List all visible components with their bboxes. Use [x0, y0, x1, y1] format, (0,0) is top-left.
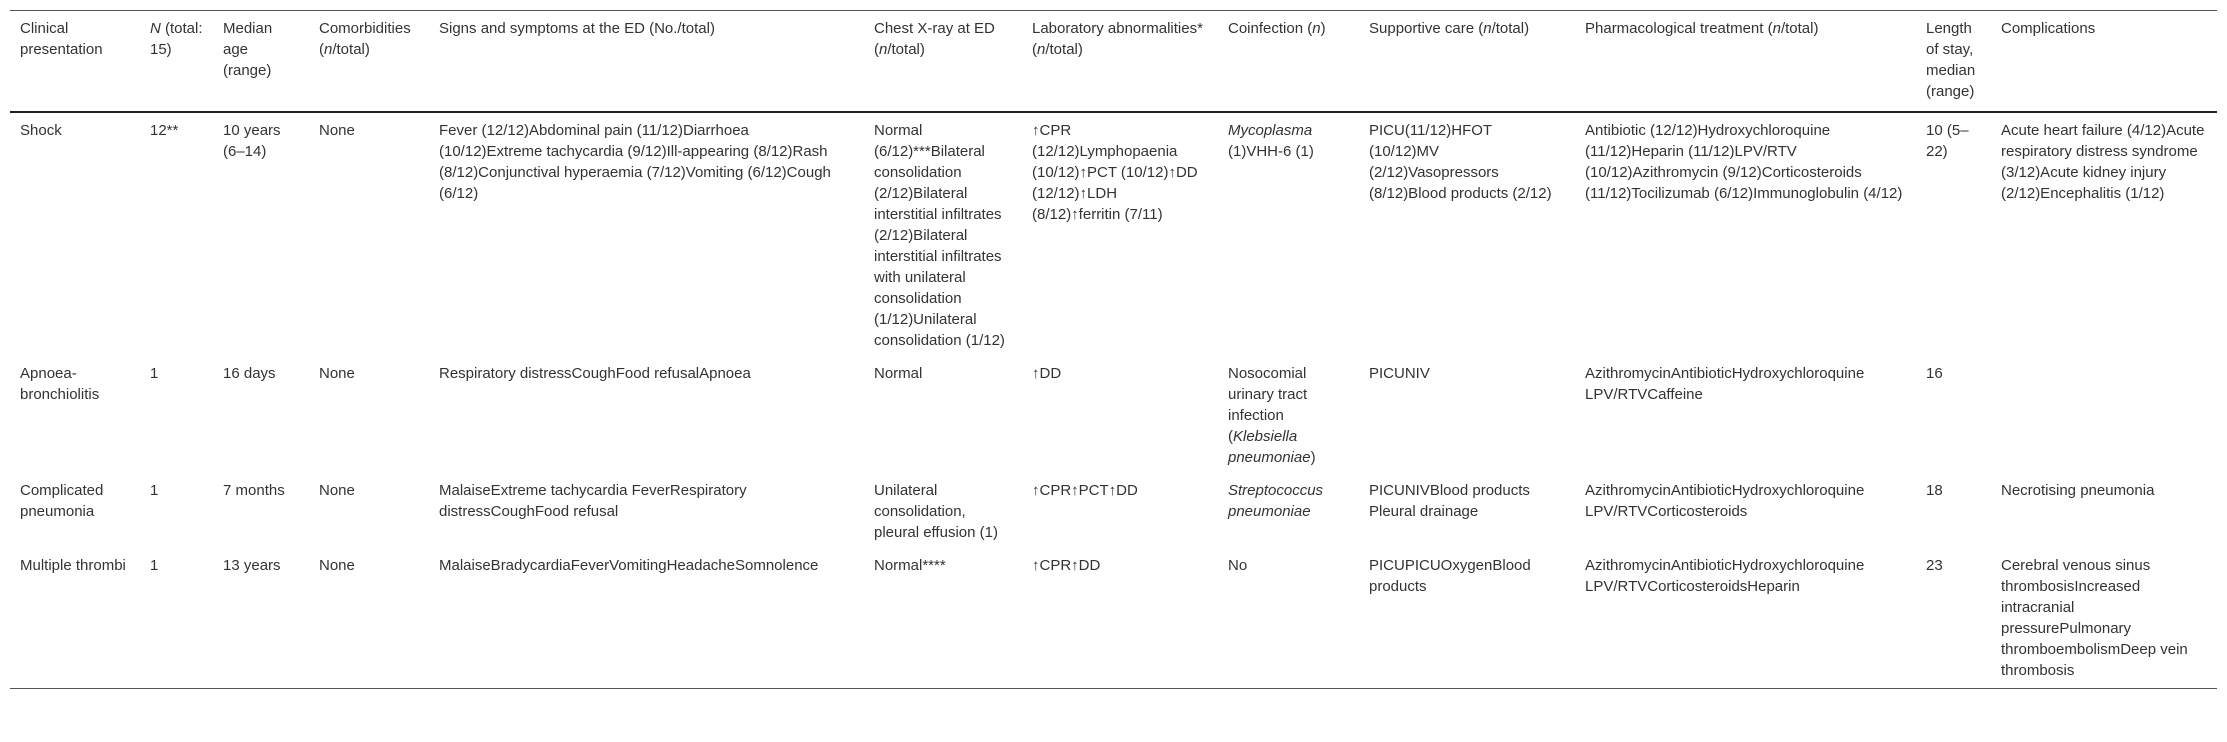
header-cell: Median age (range) [223, 20, 273, 79]
table-cell: Necrotising pneumonia [2001, 482, 2155, 499]
table-cell: 7 months [223, 482, 285, 499]
table-cell: 10 years (6–14) [223, 122, 281, 160]
header-cell: Coinfection (n) [1228, 20, 1326, 37]
table-cell: 13 years [223, 557, 281, 574]
italic-term: n [1312, 20, 1321, 37]
italic-term: n [879, 41, 888, 58]
table-cell: Cerebral venous sinus thrombosisIncreased intracranial pressurePulmonary thromboembolismDeep vein thrombosis [2001, 557, 2188, 679]
table-cell: Unilateral consolidation, pleural effusion (1) [874, 482, 998, 541]
table-cell: Normal**** [874, 557, 946, 574]
table-cell: Nosocomial urinary tract infection (Klebsiella pneumoniae) [1228, 365, 1316, 466]
header-cell: Clinical presentation [20, 20, 103, 58]
table-cell: None [319, 557, 355, 574]
table-cell: ↑DD [1032, 365, 1062, 382]
table-cell: PICUPICUOxygenBlood products [1369, 557, 1531, 595]
header-cell: Length of stay, median (range) [1926, 20, 1976, 100]
table-cell: None [319, 482, 355, 499]
table-cell: ↑CPR (12/12)Lymphopaenia (10/12)↑PCT (10/12)↑DD (12/12)↑LDH (8/12)↑ferritin (7/11) [1032, 122, 1198, 223]
table-cell: 16 [1926, 365, 1943, 382]
table-cell: None [319, 365, 355, 382]
header-cell: Complications [2001, 20, 2096, 37]
italic-term: n [324, 41, 333, 58]
header-cell: N (total: 15) [150, 20, 203, 58]
table-cell [1218, 475, 1359, 550]
table-cell: 10 (5–22) [1926, 122, 1969, 160]
table-cell: PICUNIVBlood products Pleural drainage [1369, 482, 1530, 520]
header-cell: Signs and symptoms at the ED (No./total) [439, 20, 715, 37]
table-cell: ↑CPR↑DD [1032, 557, 1101, 574]
table-cell: PICU(11/12)HFOT (10/12)MV (2/12)Vasopressors (8/12)Blood products (2/12) [1369, 122, 1552, 202]
table-cell: None [319, 122, 355, 139]
italic-term: Streptococcus pneumoniae [1228, 482, 1324, 520]
table-cell: 23 [1926, 557, 1943, 574]
table-cell: MalaiseExtreme tachycardia FeverRespiratory distressCoughFood refusal [439, 482, 747, 520]
italic-term: Mycoplasma [1228, 122, 1313, 139]
table-cell [1991, 358, 2217, 475]
table-cell: Fever (12/12)Abdominal pain (11/12)Diarrhoea (10/12)Extreme tachycardia (9/12)Ill-appearing (8/12)Rash (8/12)Conjunctival hyperaemia (7/12)Vomiting (6/12)Cough (6/12) [439, 122, 831, 202]
table-cell: MalaiseBradycardiaFeverVomitingHeadacheSomnolence [439, 557, 819, 574]
italic-term: n [1037, 41, 1046, 58]
table-cell: Apnoea-bronchiolitis [20, 365, 100, 403]
header-cell: Pharmacological treatment (n/total) [1585, 20, 1819, 37]
italic-term: n [1772, 20, 1781, 37]
table-cell: AzithromycinAntibioticHydroxychloroquine LPV/RTVCorticosteroids [1585, 482, 1865, 520]
table-cell: PICUNIV [1369, 365, 1430, 382]
table-cell: ↑CPR↑PCT↑DD [1032, 482, 1138, 499]
table-cell: Shock [20, 122, 62, 139]
table-row [10, 475, 2217, 550]
table-cell: Antibiotic (12/12)Hydroxychloroquine (11/12)Heparin (11/12)LPV/RTV (10/12)Azithromycin (9/12)Corticosteroids (11/12)Tocilizumab (6/12)Immunoglobulin (4/12) [1585, 122, 1903, 202]
header-cell: Laboratory abnormalities* (n/total) [1032, 20, 1203, 58]
table-cell: 1 [150, 482, 159, 499]
table-cell: Acute heart failure (4/12)Acute respiratory distress syndrome (3/12)Acute kidney injury (2/12)Encephalitis (1/12) [2001, 122, 2205, 202]
table-cell: AzithromycinAntibioticHydroxychloroquine LPV/RTVCaffeine [1585, 365, 1865, 403]
table-cell: Mycoplasma (1)VHH-6 (1) [1228, 122, 1314, 160]
table-cell: 12** [150, 122, 179, 139]
table-body [10, 112, 2217, 689]
table-cell: No [1228, 557, 1248, 574]
table-cell: Multiple thrombi [20, 557, 126, 574]
table-cell: Complicated pneumonia [20, 482, 104, 520]
clinical-table [10, 10, 2217, 689]
table-cell: 1 [150, 557, 159, 574]
table-cell: Normal [874, 365, 923, 382]
italic-term: N [150, 20, 161, 37]
header-cell: Supportive care (n/total) [1369, 20, 1530, 37]
table-cell: AzithromycinAntibioticHydroxychloroquine LPV/RTVCorticosteroidsHeparin [1585, 557, 1865, 595]
table-cell: 18 [1926, 482, 1943, 499]
header-cell: Comorbidities (n/total) [319, 20, 411, 58]
table-cell: Normal (6/12)***Bilateral consolidation (2/12)Bilateral interstitial infiltrates (2/12)Bilateral interstitial infiltrates with unilateral consolidation (1/12)Unilateral consolidation (1/12) [874, 122, 1005, 349]
italic-term: Klebsiella pneumoniae [1228, 428, 1311, 466]
table-cell: Respiratory distressCoughFood refusalApnoea [439, 365, 751, 382]
table-row [10, 358, 2217, 475]
header-cell: Chest X-ray at ED (n/total) [874, 20, 995, 58]
italic-term: n [1483, 20, 1492, 37]
table-row [10, 550, 2217, 689]
table-cell: 1 [150, 365, 159, 382]
table-row [10, 112, 2217, 358]
table-cell: 16 days [223, 365, 276, 382]
header-row [10, 11, 2217, 113]
